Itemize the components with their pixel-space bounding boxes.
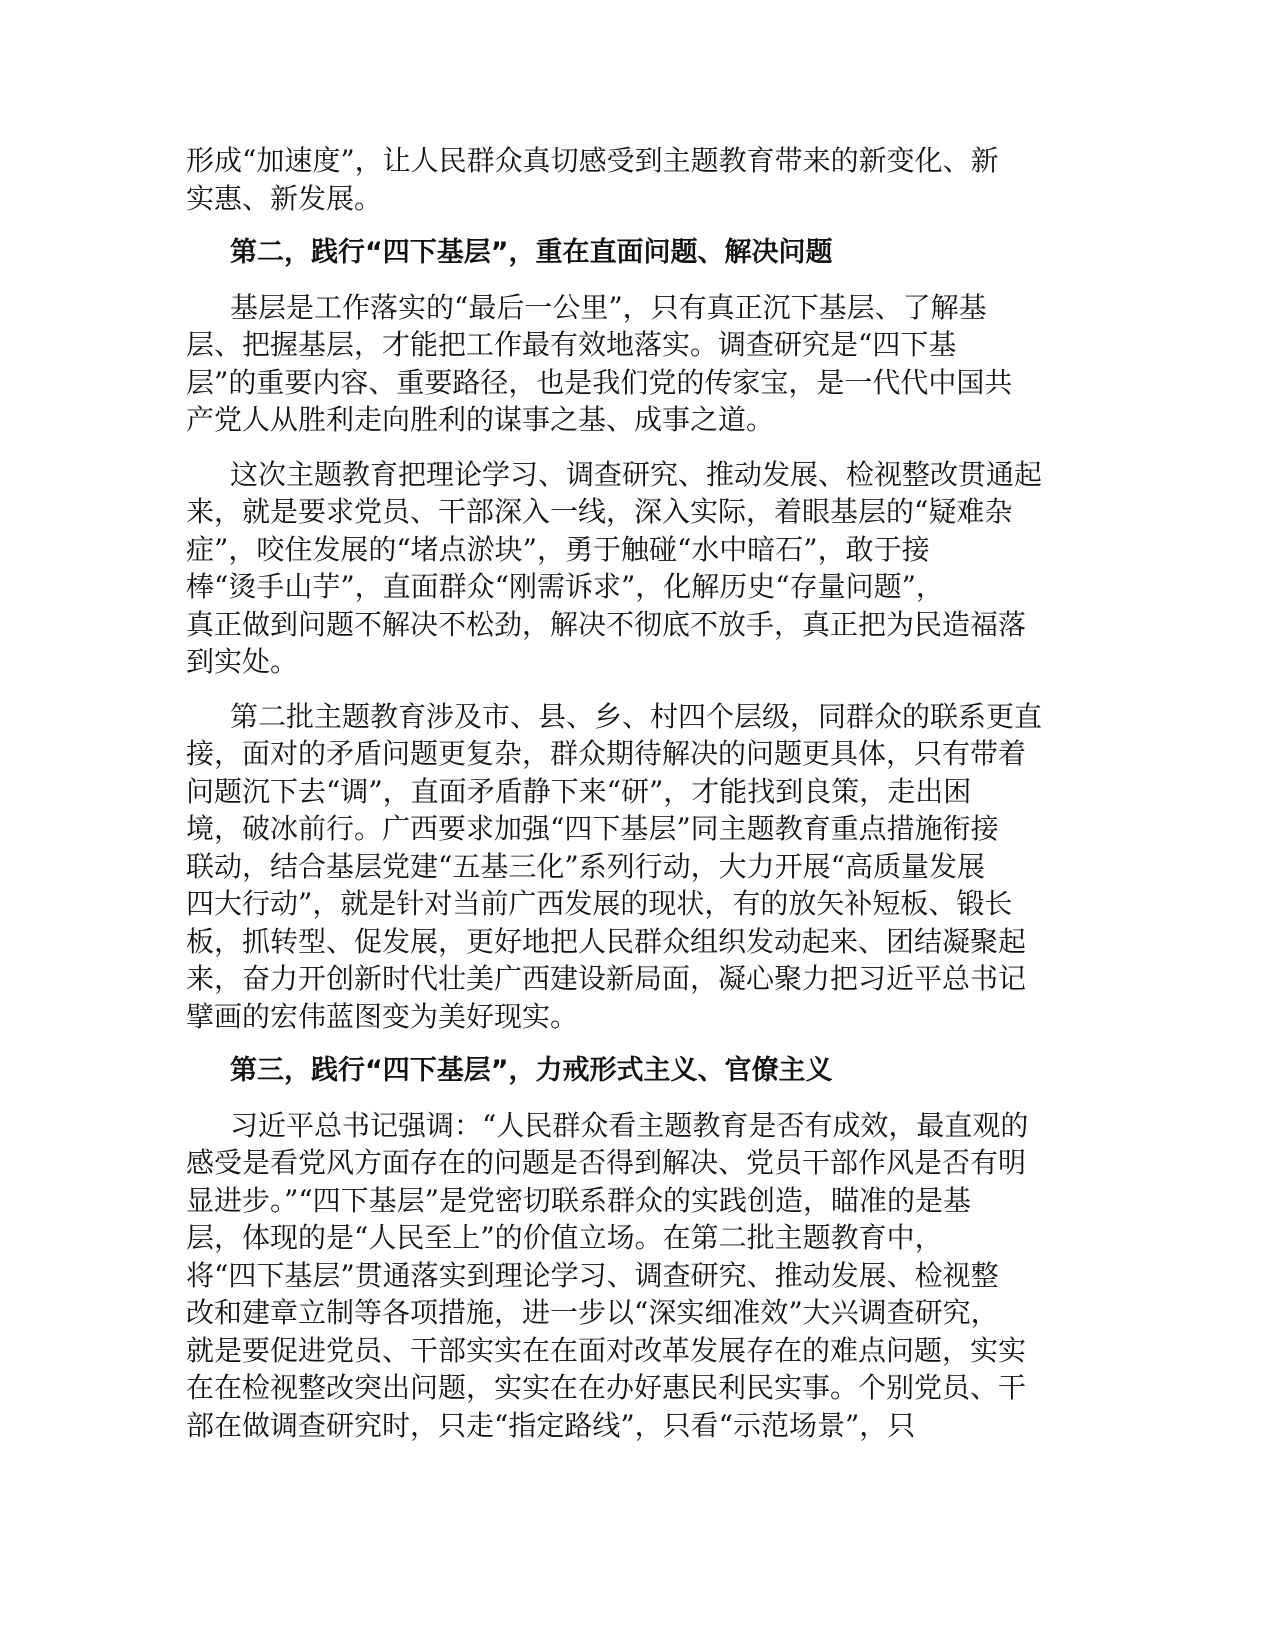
text-line: 层”的重要内容、重要路径，也是我们党的传家宝，是一代代中国共 (186, 365, 1013, 399)
document-body (186, 142, 1086, 1461)
text-line: 实惠、新发展。 (186, 181, 383, 215)
text-line: 习近平总书记强调：“人民群众看主题教育是否有成效，最直观的 (230, 1108, 1029, 1142)
paragraph-continuation (186, 142, 1086, 217)
text-line: 在在检视整改突出问题，实实在在办好惠民利民实事。个别党员、干 (186, 1371, 1027, 1404)
text-line: 棒“烫手山芋”，直面群众“刚需诉求”，化解历史“存量问题”， (186, 570, 944, 603)
text-line: 改和建章立制等各项措施，进一步以“深实细准效”大兴调查研究， (186, 1296, 999, 1329)
paragraph-2-1 (186, 289, 1086, 439)
text-line: 来，奋力开创新时代壮美广西建设新局面，凝心聚力把习近平总书记 (186, 962, 1027, 995)
text-line: 四大行动”，就是针对当前广西发展的现状，有的放矢补短板、锻长 (186, 887, 1013, 920)
text-line: 问题沉下去“调”，直面矛盾静下来“研”，才能找到良策，走出困 (186, 774, 972, 808)
text-line: 症”，咬住发展的“堵点淤块”，勇于触碰“水中暗石”，敢于接 (186, 532, 930, 566)
text-line: 感受是看党风方面存在的问题是否得到解决、党员干部作风是否有明 (186, 1146, 1027, 1179)
text-line: 部在做调查研究时，只走“指定路线”，只看“示范场景”，只 (186, 1408, 916, 1442)
heading-text: 第二，践行“四下基层”，重在直面问题、解决问题 (230, 237, 833, 268)
text-line: 产党人从胜利走向胜利的谋事之基、成事之道。 (186, 403, 775, 436)
text-line: 基层是工作落实的“最后一公里”，只有真正沉下基层、了解基 (230, 290, 987, 324)
text-line: 就是要促进党员、干部实实在在面对改革发展存在的难点问题，实实 (186, 1333, 1027, 1367)
text-line: 将“四下基层”贯通落实到理论学习、调查研究、推动发展、检视整 (186, 1258, 999, 1292)
text-line: 形成“加速度”，让人民群众真切感受到主题教育带来的新变化、新 (186, 144, 999, 177)
text-line: 联动，结合基层党建“五基三化”系列行动，大力开展“高质量发展 (186, 849, 985, 883)
text-line: 板，抓转型、促发展，更好地把人民群众组织发动起来、团结凝聚起 (186, 924, 1027, 958)
paragraph-2-3 (186, 698, 1086, 1036)
text-line: 到实处。 (186, 645, 299, 678)
text-line: 第二批主题教育涉及市、县、乡、村四个层级，同群众的联系更直 (230, 699, 1043, 733)
text-line: 层，体现的是“人民至上”的价值立场。在第二批主题教育中， (186, 1221, 943, 1254)
section-heading-3 (186, 1052, 1086, 1090)
text-line: 来，就是要求党员、干部深入一线，深入实际，着眼基层的“疑难杂 (186, 495, 1013, 528)
text-line: 接，面对的矛盾问题更复杂，群众期待解决的问题更具体，只有带着 (186, 737, 1027, 770)
section-heading-2 (186, 234, 1086, 272)
text-line: 这次主题教育把理论学习、调查研究、推动发展、检视整改贯通起 (230, 457, 1043, 491)
text-line: 层、把握基层，才能把工作最有效地落实。调查研究是“四下基 (186, 328, 957, 361)
heading-text: 第三，践行“四下基层”，力戒形式主义、官僚主义 (230, 1055, 833, 1086)
text-line: 显进步。”“四下基层”是党密切联系群众的实践创造，瞄准的是基 (186, 1183, 971, 1217)
text-line: 真正做到问题不解决不松劲，解决不彻底不放手，真正把为民造福落 (186, 607, 1027, 641)
paragraph-3-1 (186, 1107, 1086, 1445)
paragraph-2-2 (186, 456, 1086, 681)
text-line: 境，破冰前行。广西要求加强“四下基层”同主题教育重点措施衔接 (186, 812, 999, 845)
text-line: 擘画的宏伟蓝图变为美好现实。 (186, 999, 579, 1033)
